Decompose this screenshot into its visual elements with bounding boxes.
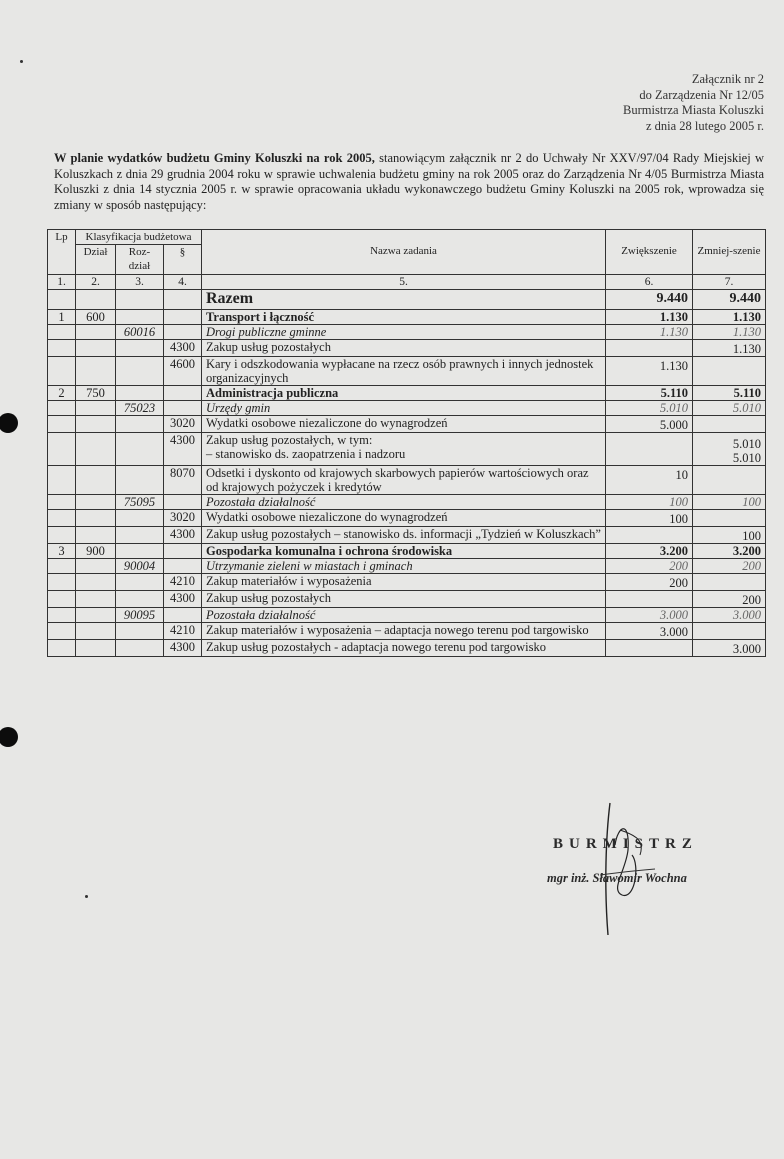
cell-rozdzial — [116, 591, 164, 608]
cell-decrease-subline: 5.010 — [732, 451, 761, 465]
cell-paragraf-text: 4300 — [170, 340, 195, 354]
cell-name — [202, 574, 606, 591]
cell-increase-text: 1.130 — [659, 325, 688, 339]
cell-rozdzial-text: 75023 — [123, 401, 156, 415]
cell-increase-text: 1.130 — [659, 359, 688, 373]
column-numbers-row — [48, 275, 766, 290]
cell-rozdzial — [116, 433, 164, 466]
cell-decrease — [693, 401, 766, 416]
cell-name-text: Zakup usług pozostałych – stanowisko ds. informacji „Tydzień w Koluszkach” — [206, 527, 601, 541]
cell-rozdzial — [116, 640, 164, 657]
cell-name-text: Odsetki i dyskonto od krajowych skarbowych papierów wartościowych oraz od krajowych pożyczek i kredytów — [206, 466, 589, 494]
cell-lp — [48, 466, 76, 495]
cell-name — [202, 386, 606, 401]
cell-paragraf — [164, 544, 202, 559]
cell-decrease-text: 100 — [742, 529, 761, 543]
colnum-3: 3. — [116, 275, 164, 290]
cell-paragraf-text: 4300 — [170, 433, 195, 447]
total-par — [164, 290, 202, 310]
cell-decrease — [693, 325, 766, 340]
table-row — [48, 495, 766, 510]
cell-increase-text: 200 — [669, 576, 688, 590]
cell-name-text: Wydatki osobowe niezaliczone do wynagrodzeń — [206, 416, 448, 430]
cell-increase-text: 200 — [669, 559, 688, 573]
table-row — [48, 401, 766, 416]
cell-name — [202, 559, 606, 574]
table-row — [48, 357, 766, 386]
cell-decrease — [693, 386, 766, 401]
cell-dzial — [76, 357, 116, 386]
cell-increase — [606, 340, 693, 357]
cell-dzial — [76, 386, 116, 401]
official-stamp — [547, 836, 763, 886]
cell-paragraf-text: 4300 — [170, 640, 195, 654]
cell-lp — [48, 433, 76, 466]
cell-dzial — [76, 591, 116, 608]
cell-decrease-text: 200 — [742, 559, 761, 573]
cell-paragraf — [164, 574, 202, 591]
header-dzial: Dział — [76, 245, 116, 275]
cell-paragraf-text: 4600 — [170, 357, 195, 371]
cell-name-text: Pozostała działalność — [206, 608, 316, 622]
cell-increase — [606, 357, 693, 386]
intro-bold: W planie wydatków budżetu Gminy Koluszki na rok 2005, — [54, 151, 375, 165]
cell-lp — [48, 357, 76, 386]
cell-decrease-text: 3.000 — [732, 642, 761, 656]
cell-increase-text: 1.130 — [659, 310, 688, 324]
cell-decrease — [693, 310, 766, 325]
scan-speck — [20, 60, 23, 63]
cell-increase-text: 5.000 — [659, 418, 688, 432]
cell-rozdzial — [116, 544, 164, 559]
cell-name-text: Zakup materiałów i wyposażenia – adaptacja nowego terenu pod targowisko — [206, 623, 589, 637]
cell-paragraf-text: 3020 — [170, 510, 195, 524]
cell-dzial — [76, 433, 116, 466]
cell-dzial — [76, 623, 116, 640]
cell-name — [202, 544, 606, 559]
cell-increase — [606, 623, 693, 640]
cell-increase-text: 100 — [669, 512, 688, 526]
cell-name-text: Zakup usług pozostałych — [206, 340, 331, 354]
table-row — [48, 608, 766, 623]
cell-name-text: Drogi publiczne gminne — [206, 325, 327, 339]
colnum-7: 7. — [693, 275, 766, 290]
cell-lp — [48, 574, 76, 591]
cell-rozdzial — [116, 623, 164, 640]
cell-increase — [606, 574, 693, 591]
cell-paragraf — [164, 591, 202, 608]
cell-increase — [606, 325, 693, 340]
header-paragraf: § — [164, 245, 202, 275]
attachment-line-1: Załącznik nr 2 — [691, 72, 764, 86]
header-nazwa — [202, 230, 606, 275]
cell-rozdzial — [116, 510, 164, 527]
cell-increase — [606, 591, 693, 608]
cell-name-text: Zakup usług pozostałych — [206, 591, 331, 605]
cell-decrease — [693, 340, 766, 357]
cell-rozdzial — [116, 310, 164, 325]
cell-lp — [48, 527, 76, 544]
cell-dzial-text: 750 — [86, 386, 105, 400]
cell-increase-text: 3.000 — [659, 625, 688, 639]
cell-dzial — [76, 574, 116, 591]
cell-increase-text: 100 — [669, 495, 688, 509]
cell-lp-text: 3 — [58, 544, 65, 558]
cell-name-text: Zakup usług pozostałych - adaptacja nowego terenu pod targowisko — [206, 640, 546, 654]
cell-increase — [606, 386, 693, 401]
cell-rozdzial — [116, 357, 164, 386]
cell-name-text: Zakup materiałów i wyposażenia — [206, 574, 372, 588]
cell-lp-text: 2 — [58, 386, 65, 400]
cell-rozdzial — [116, 559, 164, 574]
header-nazwa-text: Nazwa zadania — [370, 245, 437, 257]
cell-dzial — [76, 559, 116, 574]
cell-dzial — [76, 640, 116, 657]
stamp-title: BURMISTRZ — [553, 836, 698, 852]
table-row — [48, 574, 766, 591]
cell-name — [202, 310, 606, 325]
total-lp — [48, 290, 76, 310]
cell-decrease-text: 1.130 — [732, 342, 761, 356]
cell-increase — [606, 466, 693, 495]
cell-rozdzial-text: 75095 — [123, 495, 156, 509]
attachment-line-4: z dnia 28 lutego 2005 r. — [645, 118, 764, 133]
cell-name — [202, 357, 606, 386]
cell-name — [202, 623, 606, 640]
cell-decrease — [693, 574, 766, 591]
colnum-4: 4. — [164, 275, 202, 290]
cell-name — [202, 401, 606, 416]
cell-decrease — [693, 640, 766, 657]
cell-lp — [48, 510, 76, 527]
cell-paragraf — [164, 640, 202, 657]
cell-paragraf — [164, 386, 202, 401]
cell-rozdzial — [116, 416, 164, 433]
cell-increase — [606, 608, 693, 623]
cell-increase — [606, 544, 693, 559]
cell-paragraf-text: 3020 — [170, 416, 195, 430]
header-zmniejszenie-text: Zmniej-szenie — [697, 245, 761, 257]
cell-decrease — [693, 544, 766, 559]
cell-rozdzial — [116, 527, 164, 544]
cell-decrease — [693, 466, 766, 495]
header-zwiekszenie-text: Zwiększenie — [621, 245, 677, 257]
cell-dzial — [76, 544, 116, 559]
header-rozdzial: Roz-dział — [116, 245, 164, 275]
cell-paragraf — [164, 357, 202, 386]
table-row — [48, 340, 766, 357]
table-row — [48, 544, 766, 559]
cell-decrease-text: 5.110 — [733, 386, 761, 400]
cell-increase — [606, 401, 693, 416]
cell-rozdzial — [116, 574, 164, 591]
cell-decrease-text: 100 — [742, 495, 761, 509]
cell-paragraf — [164, 401, 202, 416]
cell-name — [202, 640, 606, 657]
cell-dzial-text: 600 — [86, 310, 105, 324]
cell-name — [202, 608, 606, 623]
table-row — [48, 310, 766, 325]
cell-decrease — [693, 357, 766, 386]
cell-decrease-text: 3.200 — [732, 544, 761, 558]
cell-lp — [48, 401, 76, 416]
attachment-header — [464, 72, 764, 134]
cell-lp — [48, 591, 76, 608]
cell-decrease — [693, 433, 766, 466]
cell-paragraf — [164, 623, 202, 640]
total-decrease: 9.440 — [693, 290, 766, 310]
cell-name-text: Administracja publiczna — [206, 386, 339, 400]
cell-paragraf — [164, 466, 202, 495]
cell-increase — [606, 559, 693, 574]
table-row — [48, 559, 766, 574]
cell-decrease-text: 200 — [742, 593, 761, 607]
header-zmniejszenie — [693, 230, 766, 275]
cell-name-text: Pozostała działalność — [206, 495, 316, 509]
cell-rozdzial-text: 60016 — [123, 325, 156, 339]
cell-dzial — [76, 310, 116, 325]
cell-name — [202, 466, 606, 495]
cell-dzial — [76, 325, 116, 340]
table-row — [48, 433, 766, 466]
cell-paragraf — [164, 527, 202, 544]
cell-paragraf — [164, 433, 202, 466]
cell-rozdzial — [116, 495, 164, 510]
cell-name-text: Transport i łączność — [206, 310, 315, 324]
cell-decrease — [693, 608, 766, 623]
cell-increase — [606, 433, 693, 466]
cell-name-text: Gospodarka komunalna i ochrona środowiska — [206, 544, 453, 558]
cell-decrease-text: 1.130 — [732, 325, 761, 339]
cell-decrease — [693, 510, 766, 527]
cell-decrease — [693, 527, 766, 544]
cell-paragraf-text: 4210 — [170, 623, 195, 637]
cell-increase — [606, 640, 693, 657]
intro-paragraph — [54, 151, 764, 213]
cell-increase-text: 10 — [675, 468, 688, 482]
cell-name — [202, 340, 606, 357]
cell-dzial — [76, 401, 116, 416]
cell-rozdzial — [116, 386, 164, 401]
cell-increase-text: 5.110 — [660, 386, 688, 400]
cell-rozdzial-text: 90004 — [123, 559, 156, 573]
table-row — [48, 510, 766, 527]
table-row — [48, 466, 766, 495]
cell-decrease-text: 5.010 — [732, 437, 761, 451]
cell-decrease — [693, 416, 766, 433]
cell-name — [202, 433, 606, 466]
total-rozdzial — [116, 290, 164, 310]
total-dzial — [76, 290, 116, 310]
cell-decrease — [693, 591, 766, 608]
cell-dzial — [76, 527, 116, 544]
table-row — [48, 325, 766, 340]
cell-increase — [606, 416, 693, 433]
cell-dzial — [76, 416, 116, 433]
cell-lp — [48, 495, 76, 510]
table-row — [48, 623, 766, 640]
cell-paragraf — [164, 608, 202, 623]
cell-decrease-text: 1.130 — [732, 310, 761, 324]
scan-speck — [85, 895, 88, 898]
cell-name — [202, 591, 606, 608]
cell-decrease-text: 5.010 — [732, 401, 761, 415]
cell-decrease — [693, 559, 766, 574]
cell-dzial — [76, 495, 116, 510]
cell-rozdzial — [116, 340, 164, 357]
intro-rest: stanowiącym załącznik nr 2 do Uchwały Nr XXV/97/04 Rady Miejskiej w Koluszkach z dnia 29 grudnia 2004 roku w sprawie uchwalenia budżetu gminy na rok 2005 oraz do Zarządzenia Nr 4/05 Burmistrza Miasta Koluszki z dnia 14 stycznia 2005 r. w sprawie opracowania układu wykonawczego budżetu Gminy Koluszki na 2005 rok, wprowadza się zmiany w sposób następujący: — [54, 151, 764, 212]
cell-name-subline: – stanowisko ds. zaopatrzenia i nadzoru — [206, 447, 406, 461]
cell-lp — [48, 623, 76, 640]
header-lp: Lp — [48, 230, 76, 275]
cell-name — [202, 527, 606, 544]
table-row — [48, 527, 766, 544]
cell-increase-text: 3.000 — [659, 608, 688, 622]
cell-dzial-text: 900 — [86, 544, 105, 558]
cell-paragraf — [164, 310, 202, 325]
cell-dzial — [76, 510, 116, 527]
cell-increase — [606, 510, 693, 527]
cell-dzial — [76, 608, 116, 623]
cell-paragraf — [164, 495, 202, 510]
total-row — [48, 290, 766, 310]
header-klasyfikacja: Klasyfikacja budżetowa — [76, 230, 202, 245]
cell-rozdzial-text: 90095 — [123, 608, 156, 622]
attachment-line-2: do Zarządzenia Nr 12/05 — [639, 87, 764, 102]
cell-lp — [48, 416, 76, 433]
cell-lp — [48, 640, 76, 657]
cell-decrease — [693, 623, 766, 640]
cell-name — [202, 416, 606, 433]
cell-rozdzial — [116, 608, 164, 623]
cell-lp — [48, 559, 76, 574]
colnum-6: 6. — [606, 275, 693, 290]
budget-table — [47, 229, 766, 657]
colnum-5: 5. — [202, 275, 606, 290]
cell-paragraf-text: 4300 — [170, 591, 195, 605]
header-zwiekszenie — [606, 230, 693, 275]
cell-name — [202, 510, 606, 527]
cell-increase-text: 3.200 — [659, 544, 688, 558]
table-row — [48, 416, 766, 433]
cell-paragraf — [164, 559, 202, 574]
cell-increase — [606, 527, 693, 544]
cell-increase-text: 5.010 — [659, 401, 688, 415]
cell-paragraf — [164, 510, 202, 527]
cell-name-text: Utrzymanie zieleni w miastach i gminach — [206, 559, 413, 573]
total-increase: 9.440 — [606, 290, 693, 310]
cell-paragraf-text: 8070 — [170, 466, 195, 480]
cell-increase — [606, 310, 693, 325]
cell-lp — [48, 325, 76, 340]
stamp-name: mgr inż. Sławomir Wochna — [547, 871, 687, 885]
cell-decrease-text: 3.000 — [732, 608, 761, 622]
cell-paragraf-text: 4300 — [170, 527, 195, 541]
total-label: Razem — [202, 290, 606, 310]
cell-rozdzial — [116, 325, 164, 340]
table-row — [48, 640, 766, 657]
table-row — [48, 591, 766, 608]
cell-lp-text: 1 — [58, 310, 65, 324]
cell-paragraf — [164, 325, 202, 340]
cell-paragraf-text: 4210 — [170, 574, 195, 588]
cell-rozdzial — [116, 401, 164, 416]
cell-lp — [48, 544, 76, 559]
table-row — [48, 386, 766, 401]
cell-lp — [48, 386, 76, 401]
cell-lp — [48, 310, 76, 325]
cell-lp — [48, 340, 76, 357]
punch-hole-bottom — [0, 727, 18, 747]
punch-hole-top — [0, 413, 18, 433]
cell-name-text: Kary i odszkodowania wypłacane na rzecz osób prawnych i innych jednostek organizacyjnych — [206, 357, 594, 385]
cell-name-text: Wydatki osobowe niezaliczone do wynagrodzeń — [206, 510, 448, 524]
cell-paragraf — [164, 416, 202, 433]
cell-dzial — [76, 466, 116, 495]
cell-name — [202, 495, 606, 510]
cell-name-text: Urzędy gmin — [206, 401, 271, 415]
cell-paragraf — [164, 340, 202, 357]
cell-dzial — [76, 340, 116, 357]
colnum-1: 1. — [48, 275, 76, 290]
colnum-2: 2. — [76, 275, 116, 290]
cell-increase — [606, 495, 693, 510]
cell-rozdzial — [116, 466, 164, 495]
cell-name — [202, 325, 606, 340]
attachment-line-3: Burmistrza Miasta Koluszki — [623, 103, 764, 117]
cell-lp — [48, 608, 76, 623]
cell-decrease — [693, 495, 766, 510]
cell-name-text: Zakup usług pozostałych, w tym: — [206, 433, 373, 447]
